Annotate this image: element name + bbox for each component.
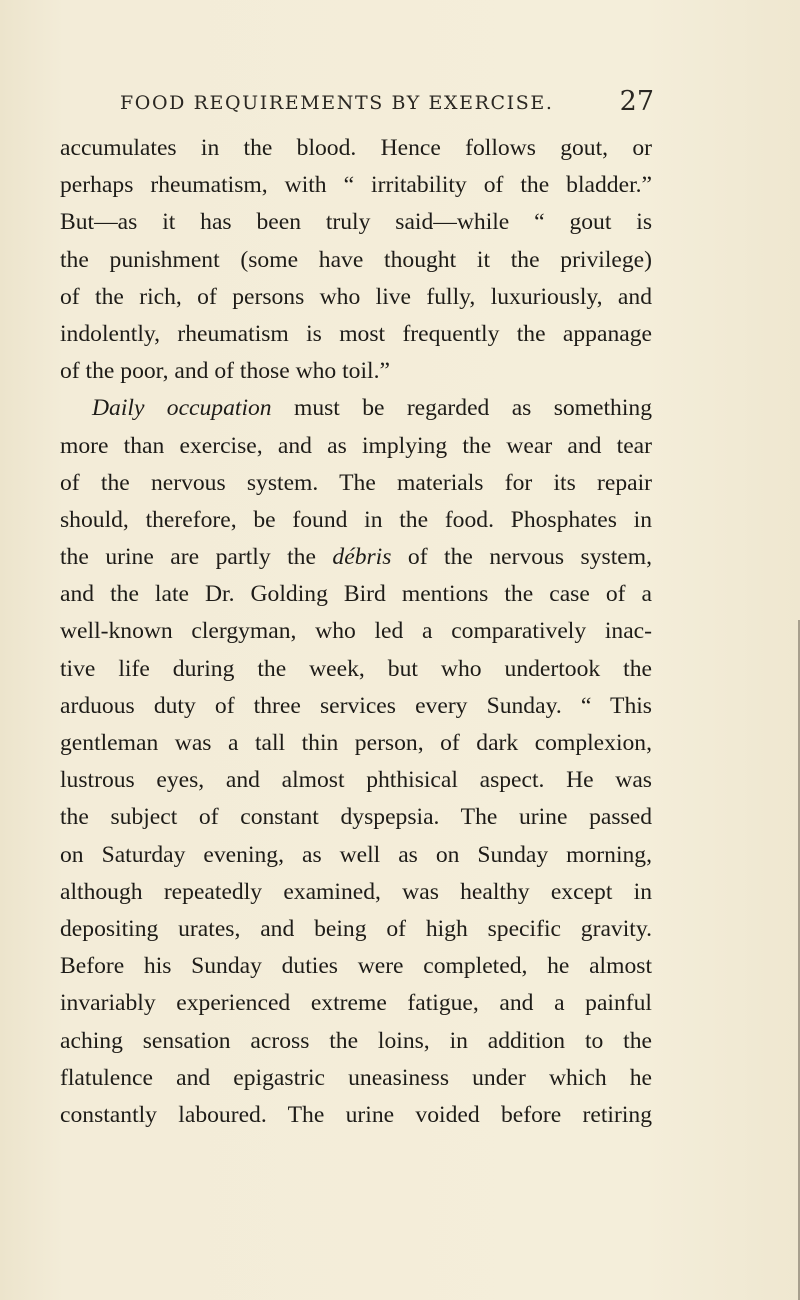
- text-line: [60, 874, 652, 911]
- text-line: [60, 911, 652, 948]
- text-line: [60, 725, 652, 762]
- text-line: [60, 1097, 652, 1134]
- text-segment: Before his Sunday duties were completed, he almost: [60, 953, 652, 980]
- text-line: [60, 985, 652, 1022]
- text-line: [60, 167, 652, 204]
- text-segment: must be regarded as something: [271, 395, 652, 422]
- text-segment: lustrous eyes, and almost phthisical aspect. He was: [60, 767, 652, 794]
- text-line: [60, 539, 652, 576]
- text-line: [60, 613, 652, 650]
- text-line: [60, 837, 652, 874]
- italic-phrase: débris: [332, 544, 392, 571]
- text-segment: of the nervous system,: [391, 544, 652, 571]
- text-segment: accumulates in the blood. Hence follows gout, or: [60, 135, 652, 161]
- text-line: [60, 353, 652, 390]
- text-line: [60, 651, 652, 688]
- body-text: [60, 130, 652, 1134]
- text-segment: invariably experienced extreme fatigue, and a painful: [60, 990, 652, 1017]
- text-segment: perhaps rheumatism, with “ irritability of the bladder.”: [60, 172, 652, 199]
- text-segment: gentleman was a tall thin person, of dark complexion,: [60, 730, 652, 756]
- text-segment: But—as it has been truly said—while “ gout is: [60, 209, 652, 236]
- text-line: [60, 428, 652, 465]
- text-line: [60, 204, 652, 241]
- text-line: [60, 242, 652, 279]
- text-segment: the subject of constant dyspepsia. The urine passed: [60, 804, 652, 831]
- italic-phrase: Daily occupation: [92, 395, 272, 422]
- text-segment: depositing urates, and being of high specific gravity.: [60, 915, 652, 942]
- text-segment: of the rich, of persons who live fully, luxuriously, and: [60, 283, 652, 310]
- running-head: [120, 86, 660, 120]
- text-segment: should, therefore, be found in the food. Phosphates in: [60, 506, 652, 533]
- text-line: [60, 576, 652, 613]
- text-line: [60, 130, 652, 167]
- text-line: [60, 316, 652, 353]
- text-segment: constantly laboured. The urine voided before retiring: [60, 1101, 652, 1128]
- text-segment: tive life during the week, but who undertook the: [60, 655, 652, 682]
- text-line: [60, 390, 652, 427]
- text-line: [60, 502, 652, 539]
- text-segment: the urine are partly the: [60, 544, 333, 571]
- text-line: [60, 1060, 652, 1097]
- text-line: [60, 688, 652, 725]
- text-line: [60, 279, 652, 316]
- text-segment: more than exercise, and as implying the wear and tear: [60, 432, 652, 459]
- page-number: 27: [619, 86, 654, 117]
- text-line: [60, 1023, 652, 1060]
- text-segment: well-known clergyman, who led a comparatively inac-: [60, 618, 652, 645]
- text-segment: of the poor, and of those who toil.”: [60, 358, 390, 385]
- text-line: [60, 948, 652, 985]
- text-segment: although repeatedly examined, was healthy except in: [60, 878, 652, 905]
- text-segment: and the late Dr. Golding Bird mentions the case of a: [60, 581, 652, 608]
- text-segment: flatulence and epigastric uneasiness under which he: [60, 1064, 652, 1091]
- text-segment: indolently, rheumatism is most frequently the appanage: [60, 320, 652, 347]
- text-segment: arduous duty of three services every Sunday. “ This: [60, 692, 652, 719]
- text-line: [60, 799, 652, 836]
- text-segment: the punishment (some have thought it the privilege): [60, 246, 652, 273]
- running-title: FOOD REQUIREMENTS BY EXERCISE.: [120, 92, 554, 114]
- text-segment: of the nervous system. The materials for its repair: [60, 469, 652, 496]
- text-segment: on Saturday evening, as well as on Sunday morning,: [60, 841, 652, 868]
- text-line: [60, 762, 652, 799]
- text-line: [60, 465, 652, 502]
- text-segment: aching sensation across the loins, in addition to the: [60, 1027, 652, 1054]
